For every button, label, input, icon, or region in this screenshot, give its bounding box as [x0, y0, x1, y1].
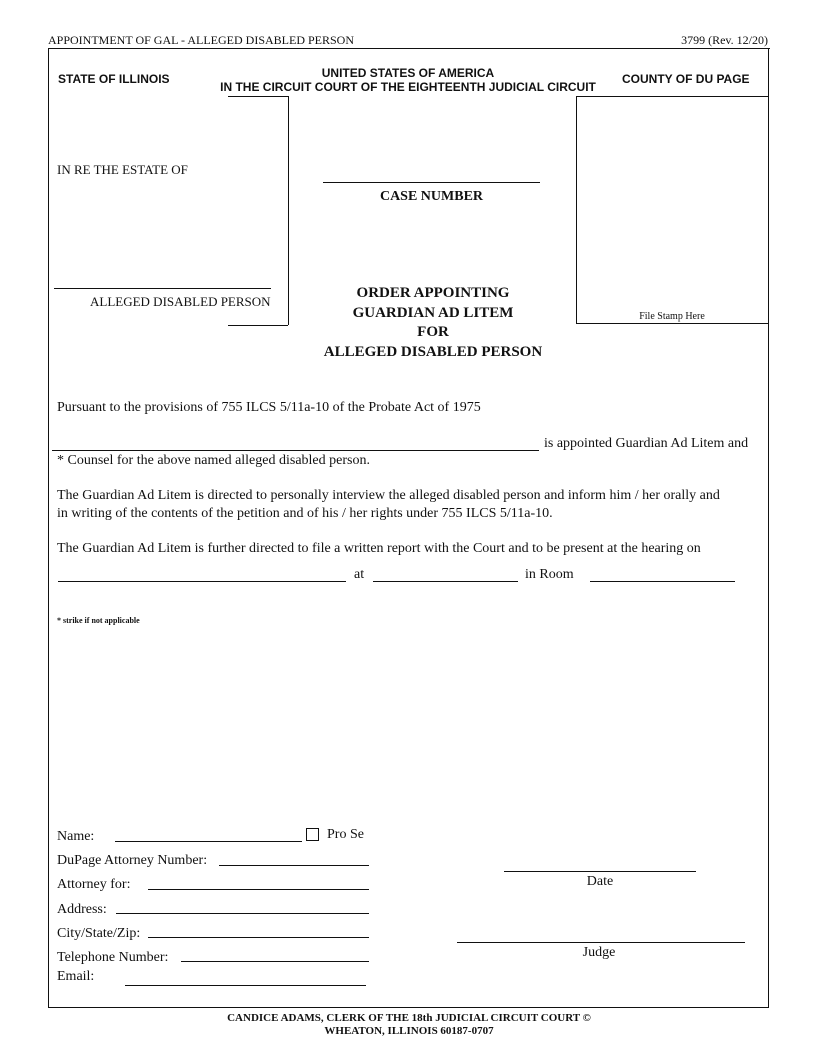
left-box-bottom: [228, 325, 288, 326]
date-line[interactable]: [504, 871, 696, 872]
order-title-line1: ORDER APPOINTING: [356, 285, 510, 301]
footer-line2: WHEATON, ILLINOIS 60187-0707: [324, 1025, 494, 1037]
directed-line1: The Guardian Ad Litem is directed to personally interview the alleged disabled person and inform him / her orally and: [57, 488, 720, 503]
case-number-line[interactable]: [323, 182, 540, 183]
estate-name-line[interactable]: [54, 288, 271, 289]
city-line[interactable]: [148, 937, 369, 938]
order-title-line3: FOR: [417, 324, 449, 340]
form-title: APPOINTMENT OF GAL - ALLEGED DISABLED PERSON: [48, 33, 355, 47]
gal-name-line[interactable]: [52, 450, 539, 451]
directed-line2: in writing of the contents of the petition and of his / her rights under 755 ILCS 5/11a-10.: [57, 506, 553, 521]
left-box-right: [288, 96, 289, 325]
telephone-line[interactable]: [181, 961, 369, 962]
city-label: City/State/Zip:: [57, 926, 141, 941]
address-line[interactable]: [116, 913, 369, 914]
frame-right: [768, 48, 769, 1008]
appointed-text: is appointed Guardian Ad Litem and: [544, 436, 749, 451]
header-rule: [48, 48, 770, 49]
further-text: The Guardian Ad Litem is further directed to file a written report with the Court and to be present at the hearing on: [57, 541, 701, 556]
party-label: ALLEGED DISABLED PERSON: [90, 294, 271, 309]
frame-left: [48, 48, 49, 1008]
footer-line1: CANDICE ADAMS, CLERK OF THE 18th JUDICIAL CIRCUIT COURT ©: [227, 1012, 591, 1024]
judge-label: Judge: [582, 945, 616, 960]
pro-se-checkbox[interactable]: [306, 828, 319, 841]
counsel-text: * Counsel for the above named alleged disabled person.: [57, 453, 370, 468]
attorney-for-label: Attorney for:: [57, 877, 131, 892]
file-stamp-box: [576, 96, 768, 324]
name-label: Name:: [57, 829, 95, 844]
attorney-for-line[interactable]: [148, 889, 369, 890]
email-label: Email:: [57, 969, 95, 984]
dupage-number-line[interactable]: [219, 865, 369, 866]
state-label: STATE OF ILLINOIS: [58, 72, 170, 86]
date-label: Date: [586, 874, 614, 889]
email-line[interactable]: [125, 985, 366, 986]
file-stamp-label: File Stamp Here: [639, 311, 705, 322]
pursuant-text: Pursuant to the provisions of 755 ILCS 5/11a-10 of the Probate Act of 1975: [57, 400, 481, 415]
strike-note: * strike if not applicable: [57, 616, 140, 625]
telephone-label: Telephone Number:: [57, 950, 169, 965]
hearing-date-line[interactable]: [58, 581, 346, 582]
country-label: UNITED STATES OF AMERICA: [321, 66, 495, 80]
court-label: IN THE CIRCUIT COURT OF THE EIGHTEENTH JUDICIAL CIRCUIT: [220, 80, 596, 94]
frame-bottom: [48, 1007, 769, 1008]
order-title-line4: ALLEGED DISABLED PERSON: [323, 343, 543, 360]
address-label: Address:: [57, 902, 107, 917]
form-number: 3799 (Rev. 12/20): [681, 33, 768, 47]
pro-se-label: Pro Se: [327, 827, 364, 842]
at-label: at: [354, 567, 365, 582]
hearing-room-line[interactable]: [590, 581, 735, 582]
dupage-number-label: DuPage Attorney Number:: [57, 853, 208, 868]
case-number-label: CASE NUMBER: [379, 189, 484, 204]
left-box-top: [228, 96, 288, 97]
county-label: COUNTY OF DU PAGE: [622, 72, 750, 86]
order-title-line2: GUARDIAN AD LITEM: [352, 304, 514, 321]
hearing-time-line[interactable]: [373, 581, 518, 582]
judge-line[interactable]: [457, 942, 745, 943]
room-label: in Room: [525, 567, 574, 582]
in-re-label: IN RE THE ESTATE OF: [57, 162, 188, 177]
order-title: [300, 284, 566, 362]
name-line[interactable]: [115, 841, 302, 842]
